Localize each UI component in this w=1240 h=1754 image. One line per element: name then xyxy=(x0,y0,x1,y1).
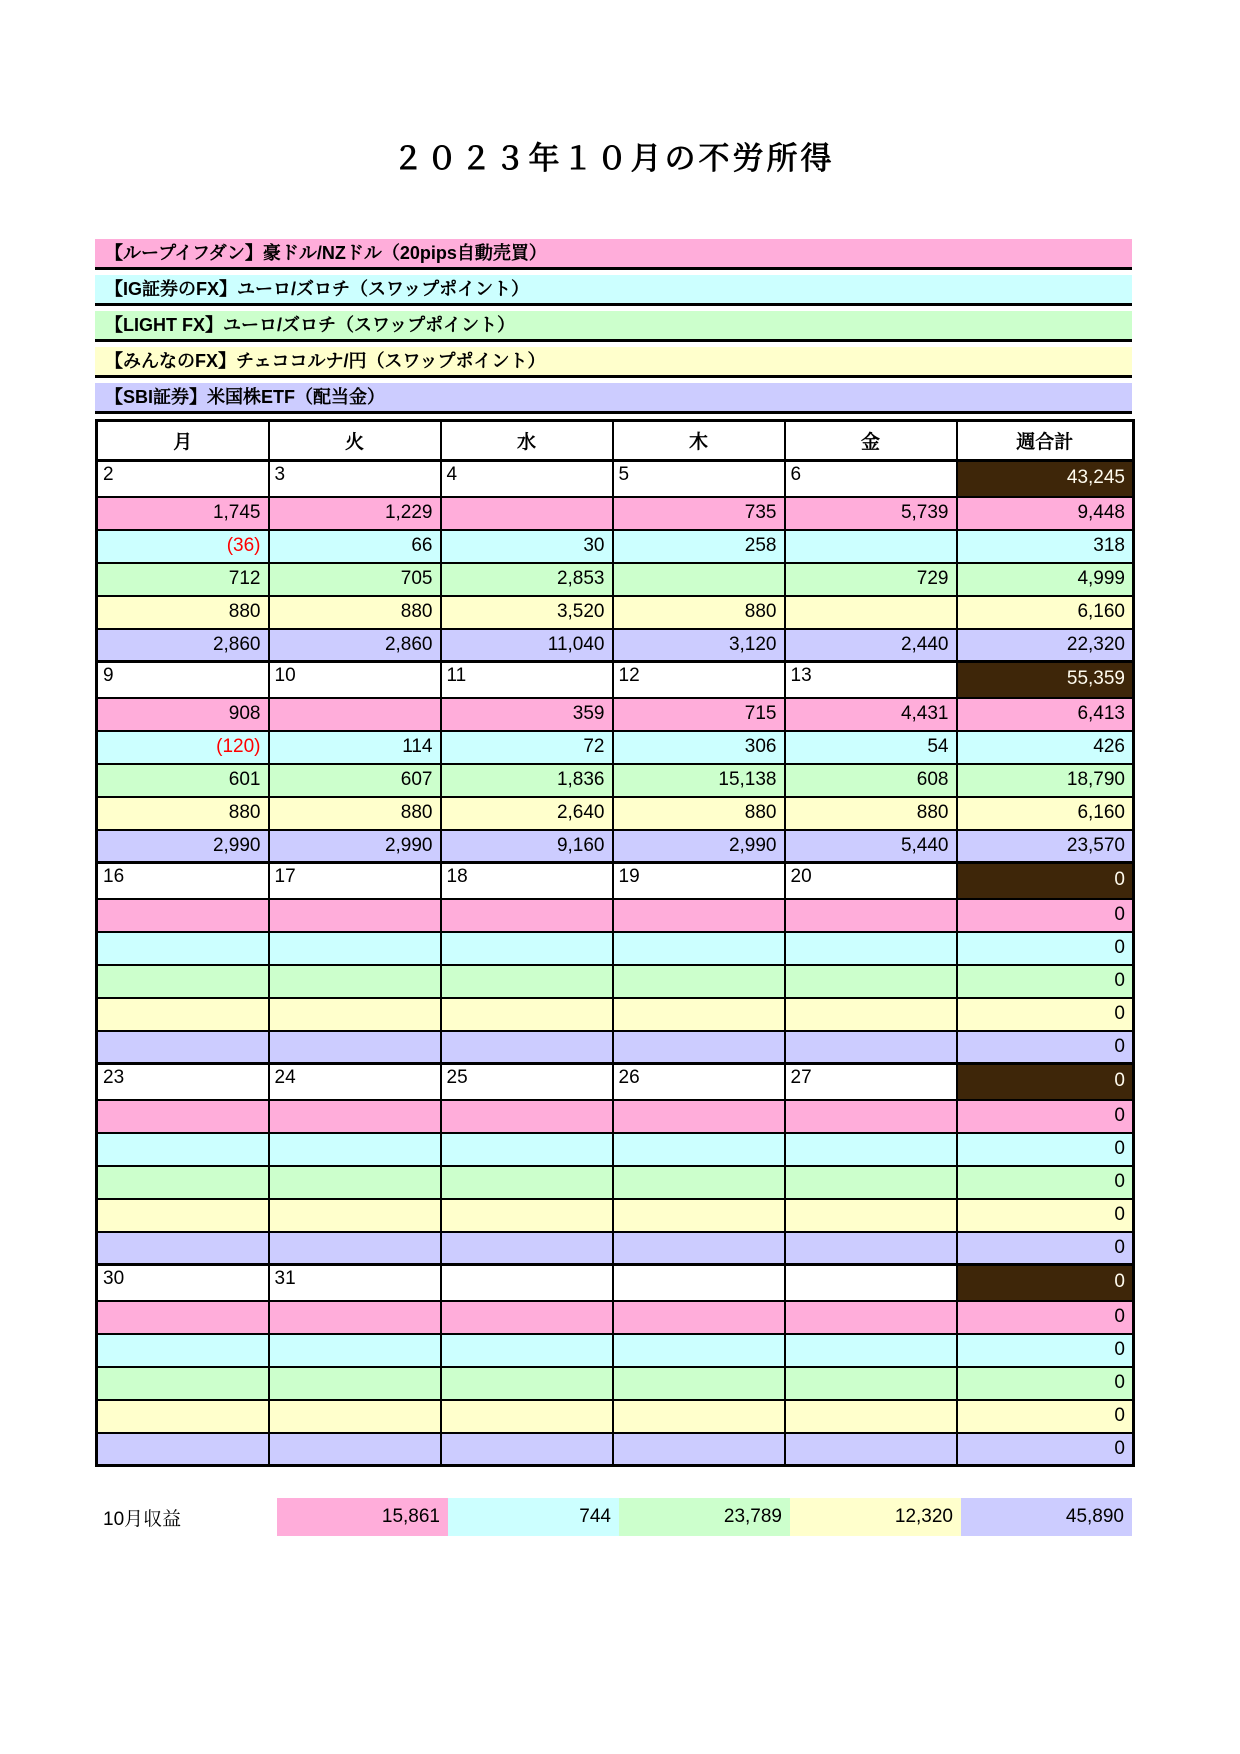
value-cell: 114 xyxy=(269,731,441,764)
week-category-total-cell: 0 xyxy=(957,1133,1134,1166)
category-row-green xyxy=(97,764,1134,797)
week-total-cell: 0 xyxy=(957,863,1134,899)
value-cell xyxy=(269,932,441,965)
date-cell: 24 xyxy=(269,1064,441,1100)
value-cell xyxy=(97,932,269,965)
value-cell: 880 xyxy=(785,797,957,830)
value-cell: 2,990 xyxy=(613,830,785,863)
date-cell xyxy=(441,1265,613,1301)
legend-item-pink: 【ループイフダン】豪ドル/NZドル（20pips自動売買） xyxy=(95,239,1132,270)
category-row-pink xyxy=(97,698,1134,731)
value-cell xyxy=(269,1100,441,1133)
value-cell xyxy=(441,998,613,1031)
value-cell xyxy=(785,1166,957,1199)
value-cell xyxy=(97,965,269,998)
value-cell: 2,860 xyxy=(269,629,441,662)
date-cell xyxy=(785,1265,957,1301)
date-cell: 3 xyxy=(269,461,441,497)
value-cell: 30 xyxy=(441,530,613,563)
value-cell xyxy=(441,965,613,998)
category-row-cyan xyxy=(97,932,1134,965)
value-cell xyxy=(613,932,785,965)
value-cell xyxy=(97,1400,269,1433)
date-cell: 31 xyxy=(269,1265,441,1301)
value-cell xyxy=(613,998,785,1031)
category-row-green xyxy=(97,1367,1134,1400)
value-cell xyxy=(613,1334,785,1367)
value-cell xyxy=(613,1031,785,1064)
category-row-cyan xyxy=(97,1133,1134,1166)
value-cell xyxy=(613,1367,785,1400)
date-cell: 9 xyxy=(97,662,269,698)
week-total-cell: 43,245 xyxy=(957,461,1134,497)
value-cell: 880 xyxy=(97,797,269,830)
value-cell xyxy=(441,1334,613,1367)
value-cell xyxy=(613,1301,785,1334)
week-category-total-cell: 9,448 xyxy=(957,497,1134,530)
week-2-date-row xyxy=(97,662,1134,698)
category-row-pink xyxy=(97,899,1134,932)
value-cell: 9,160 xyxy=(441,830,613,863)
category-row-yellow xyxy=(97,1400,1134,1433)
value-cell xyxy=(785,1232,957,1265)
week-total-cell: 0 xyxy=(957,1064,1134,1100)
week-1-date-row xyxy=(97,461,1134,497)
date-cell: 18 xyxy=(441,863,613,899)
header-day-0: 月 xyxy=(97,421,269,461)
week-category-total-cell: 6,160 xyxy=(957,797,1134,830)
value-cell xyxy=(613,1133,785,1166)
value-cell xyxy=(97,1334,269,1367)
value-cell xyxy=(613,899,785,932)
date-cell: 25 xyxy=(441,1064,613,1100)
value-cell: 5,739 xyxy=(785,497,957,530)
value-cell xyxy=(613,1400,785,1433)
value-cell: 880 xyxy=(613,596,785,629)
week-category-total-cell: 0 xyxy=(957,1400,1134,1433)
header-day-3: 木 xyxy=(613,421,785,461)
week-category-total-cell: 0 xyxy=(957,1367,1134,1400)
date-cell: 27 xyxy=(785,1064,957,1100)
week-category-total-cell: 0 xyxy=(957,965,1134,998)
value-cell xyxy=(441,497,613,530)
category-row-purple xyxy=(97,1433,1134,1466)
week-category-total-cell: 0 xyxy=(957,1232,1134,1265)
week-5-date-row xyxy=(97,1265,1134,1301)
value-cell xyxy=(441,1400,613,1433)
value-cell: 2,860 xyxy=(97,629,269,662)
value-cell: 2,640 xyxy=(441,797,613,830)
value-cell: 908 xyxy=(97,698,269,731)
value-cell xyxy=(441,1031,613,1064)
summary-label: 10月収益 xyxy=(103,1508,182,1530)
value-cell xyxy=(785,998,957,1031)
value-cell xyxy=(613,1232,785,1265)
legend xyxy=(95,239,1132,414)
week-category-total-cell: 4,999 xyxy=(957,563,1134,596)
value-cell xyxy=(613,965,785,998)
value-cell: 54 xyxy=(785,731,957,764)
value-cell xyxy=(441,1301,613,1334)
date-cell: 16 xyxy=(97,863,269,899)
category-row-yellow xyxy=(97,1199,1134,1232)
value-cell xyxy=(269,1301,441,1334)
date-cell: 10 xyxy=(269,662,441,698)
value-cell xyxy=(785,1031,957,1064)
week-category-total-cell: 0 xyxy=(957,1301,1134,1334)
value-cell xyxy=(785,965,957,998)
header-day-4: 金 xyxy=(785,421,957,461)
value-cell xyxy=(269,1166,441,1199)
value-cell: 705 xyxy=(269,563,441,596)
value-cell xyxy=(97,1133,269,1166)
value-cell xyxy=(441,899,613,932)
value-cell: 66 xyxy=(269,530,441,563)
date-cell xyxy=(613,1265,785,1301)
value-cell: 607 xyxy=(269,764,441,797)
value-cell xyxy=(269,998,441,1031)
value-cell xyxy=(97,1199,269,1232)
summary-cell-purple: 45,890 xyxy=(961,1498,1132,1536)
legend-item-purple: 【SBI証券】米国株ETF（配当金） xyxy=(95,383,1132,414)
category-row-purple xyxy=(97,1031,1134,1064)
value-cell xyxy=(441,1133,613,1166)
value-cell xyxy=(785,1133,957,1166)
week-category-total-cell: 0 xyxy=(957,899,1134,932)
category-row-yellow xyxy=(97,998,1134,1031)
value-cell xyxy=(97,998,269,1031)
value-cell xyxy=(441,932,613,965)
header-week-total: 週合計 xyxy=(957,421,1134,461)
value-cell xyxy=(97,1232,269,1265)
value-cell xyxy=(441,1166,613,1199)
week-category-total-cell: 6,413 xyxy=(957,698,1134,731)
value-cell: (120) xyxy=(97,731,269,764)
value-cell: 601 xyxy=(97,764,269,797)
category-row-purple xyxy=(97,1232,1134,1265)
value-cell xyxy=(785,530,957,563)
value-cell xyxy=(97,1367,269,1400)
date-cell: 26 xyxy=(613,1064,785,1100)
value-cell: 715 xyxy=(613,698,785,731)
value-cell: 3,120 xyxy=(613,629,785,662)
legend-item-yellow: 【みんなのFX】チェココルナ/円（スワップポイント） xyxy=(95,347,1132,378)
week-category-total-cell: 426 xyxy=(957,731,1134,764)
calendar-body xyxy=(97,461,1134,1466)
week-category-total-cell: 18,790 xyxy=(957,764,1134,797)
value-cell xyxy=(785,1334,957,1367)
date-cell: 19 xyxy=(613,863,785,899)
week-total-cell: 0 xyxy=(957,1265,1134,1301)
value-cell: 4,431 xyxy=(785,698,957,731)
value-cell xyxy=(785,1301,957,1334)
value-cell xyxy=(269,1199,441,1232)
category-row-pink xyxy=(97,1301,1134,1334)
week-category-total-cell: 23,570 xyxy=(957,830,1134,863)
value-cell xyxy=(269,1232,441,1265)
week-category-total-cell: 22,320 xyxy=(957,629,1134,662)
value-cell xyxy=(785,596,957,629)
value-cell xyxy=(269,1367,441,1400)
summary-cells xyxy=(277,1498,1132,1536)
date-cell: 20 xyxy=(785,863,957,899)
date-cell: 13 xyxy=(785,662,957,698)
week-category-total-cell: 0 xyxy=(957,1433,1134,1466)
week-category-total-cell: 0 xyxy=(957,998,1134,1031)
value-cell: 712 xyxy=(97,563,269,596)
value-cell xyxy=(441,1100,613,1133)
category-row-purple xyxy=(97,830,1134,863)
value-cell: 729 xyxy=(785,563,957,596)
week-category-total-cell: 0 xyxy=(957,1166,1134,1199)
value-cell xyxy=(785,932,957,965)
value-cell xyxy=(441,1199,613,1232)
value-cell: 258 xyxy=(613,530,785,563)
category-row-green xyxy=(97,965,1134,998)
category-row-green xyxy=(97,1166,1134,1199)
week-category-total-cell: 6,160 xyxy=(957,596,1134,629)
value-cell: 880 xyxy=(613,797,785,830)
value-cell: 11,040 xyxy=(441,629,613,662)
value-cell xyxy=(97,1433,269,1466)
value-cell xyxy=(269,1031,441,1064)
page-title: ２０２３年１０月の不労所得 xyxy=(392,141,835,176)
value-cell xyxy=(269,1334,441,1367)
category-row-cyan xyxy=(97,530,1134,563)
income-sheet xyxy=(95,0,1132,1536)
value-cell: 72 xyxy=(441,731,613,764)
value-cell xyxy=(785,899,957,932)
week-category-total-cell: 0 xyxy=(957,1100,1134,1133)
value-cell xyxy=(269,1133,441,1166)
week-category-total-cell: 0 xyxy=(957,1031,1134,1064)
value-cell xyxy=(97,899,269,932)
value-cell xyxy=(785,1433,957,1466)
date-cell: 2 xyxy=(97,461,269,497)
value-cell xyxy=(441,1367,613,1400)
value-cell xyxy=(613,1199,785,1232)
value-cell xyxy=(269,899,441,932)
value-cell: 359 xyxy=(441,698,613,731)
category-row-pink xyxy=(97,1100,1134,1133)
week-3-date-row xyxy=(97,863,1134,899)
value-cell xyxy=(613,563,785,596)
date-cell: 17 xyxy=(269,863,441,899)
value-cell: 880 xyxy=(269,797,441,830)
date-cell: 5 xyxy=(613,461,785,497)
monthly-summary-row xyxy=(95,1498,1132,1536)
value-cell xyxy=(785,1400,957,1433)
summary-cell-green: 23,789 xyxy=(619,1498,790,1536)
value-cell: 2,990 xyxy=(269,830,441,863)
value-cell xyxy=(269,698,441,731)
value-cell xyxy=(269,1400,441,1433)
category-row-cyan xyxy=(97,1334,1134,1367)
income-calendar-table xyxy=(95,419,1135,1467)
summary-cell-yellow: 12,320 xyxy=(790,1498,961,1536)
value-cell: 735 xyxy=(613,497,785,530)
category-row-yellow xyxy=(97,797,1134,830)
summary-cell-pink: 15,861 xyxy=(277,1498,448,1536)
value-cell xyxy=(613,1166,785,1199)
value-cell: 1,745 xyxy=(97,497,269,530)
value-cell xyxy=(785,1367,957,1400)
category-row-purple xyxy=(97,629,1134,662)
date-cell: 30 xyxy=(97,1265,269,1301)
value-cell xyxy=(613,1433,785,1466)
value-cell: 15,138 xyxy=(613,764,785,797)
week-category-total-cell: 0 xyxy=(957,1199,1134,1232)
category-row-yellow xyxy=(97,596,1134,629)
value-cell: 1,836 xyxy=(441,764,613,797)
legend-item-green: 【LIGHT FX】ユーロ/ズロチ（スワップポイント） xyxy=(95,311,1132,342)
header-day-2: 水 xyxy=(441,421,613,461)
value-cell: 608 xyxy=(785,764,957,797)
week-category-total-cell: 0 xyxy=(957,1334,1134,1367)
value-cell xyxy=(613,1100,785,1133)
value-cell: 306 xyxy=(613,731,785,764)
calendar-header-row xyxy=(97,421,1134,461)
value-cell xyxy=(441,1433,613,1466)
date-cell: 12 xyxy=(613,662,785,698)
week-4-date-row xyxy=(97,1064,1134,1100)
category-row-green xyxy=(97,563,1134,596)
value-cell xyxy=(97,1100,269,1133)
value-cell xyxy=(785,1100,957,1133)
week-category-total-cell: 318 xyxy=(957,530,1134,563)
value-cell xyxy=(441,1232,613,1265)
summary-cell-cyan: 744 xyxy=(448,1498,619,1536)
value-cell: 880 xyxy=(97,596,269,629)
week-total-cell: 55,359 xyxy=(957,662,1134,698)
category-row-cyan xyxy=(97,731,1134,764)
date-cell: 6 xyxy=(785,461,957,497)
value-cell: 1,229 xyxy=(269,497,441,530)
date-cell: 4 xyxy=(441,461,613,497)
date-cell: 11 xyxy=(441,662,613,698)
value-cell xyxy=(785,1199,957,1232)
legend-item-cyan: 【IG証券のFX】ユーロ/ズロチ（スワップポイント） xyxy=(95,275,1132,306)
week-category-total-cell: 0 xyxy=(957,932,1134,965)
value-cell: 3,520 xyxy=(441,596,613,629)
value-cell xyxy=(97,1031,269,1064)
value-cell xyxy=(97,1166,269,1199)
value-cell xyxy=(269,1433,441,1466)
value-cell: 880 xyxy=(269,596,441,629)
value-cell: 2,440 xyxy=(785,629,957,662)
value-cell: 2,853 xyxy=(441,563,613,596)
category-row-pink xyxy=(97,497,1134,530)
value-cell: 2,990 xyxy=(97,830,269,863)
value-cell: 5,440 xyxy=(785,830,957,863)
value-cell: (36) xyxy=(97,530,269,563)
value-cell xyxy=(97,1301,269,1334)
value-cell xyxy=(269,965,441,998)
header-day-1: 火 xyxy=(269,421,441,461)
date-cell: 23 xyxy=(97,1064,269,1100)
